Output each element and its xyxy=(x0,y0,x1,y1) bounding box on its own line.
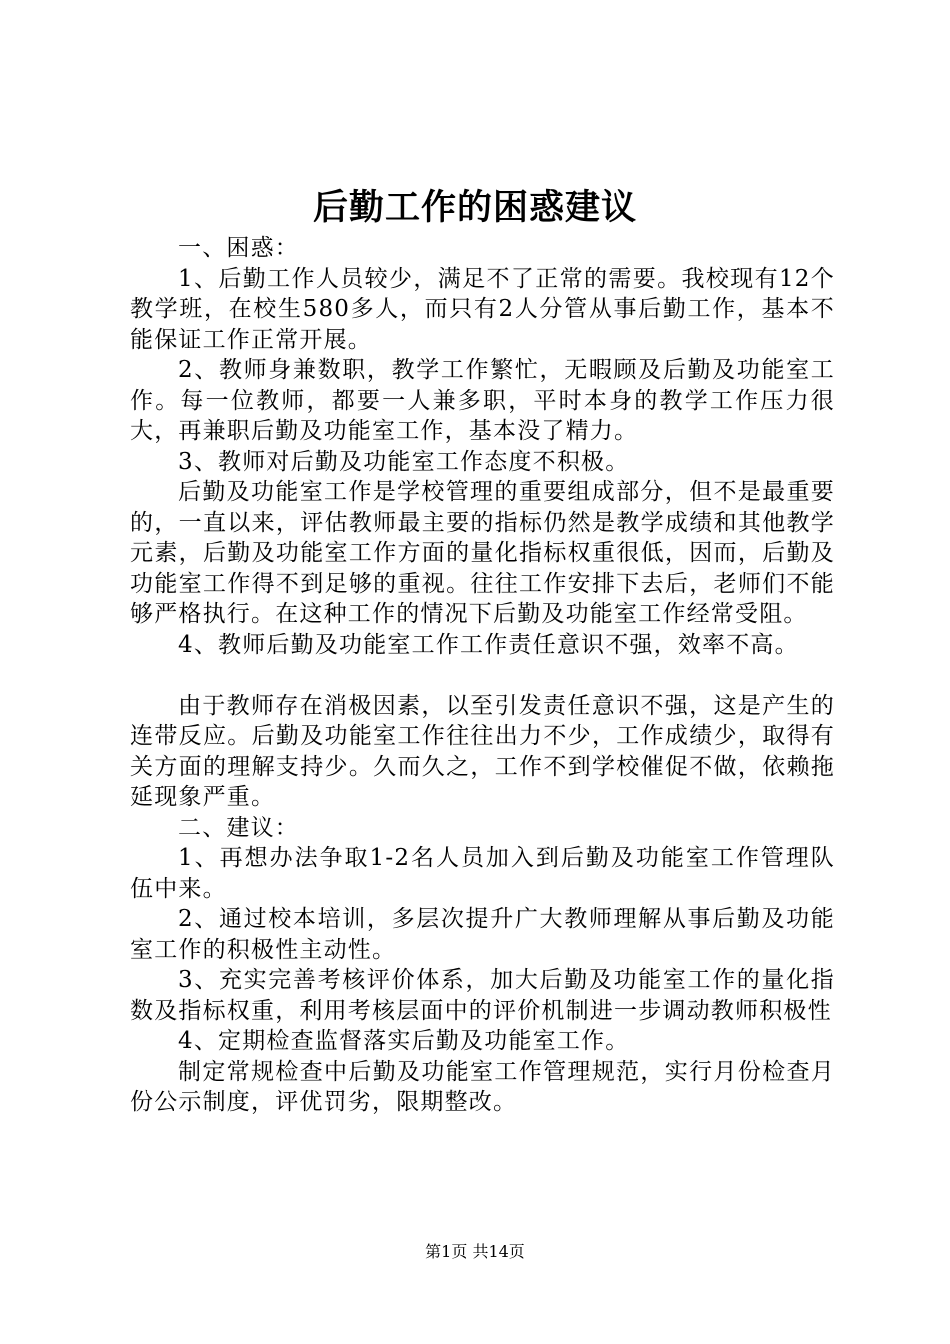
paragraph-suggestion-2: 2、通过校本培训，多层次提升广大教师理解从事后勤及功能室工作的积极性主动性。 xyxy=(130,906,835,963)
document-body xyxy=(130,233,835,1118)
paragraph-confusion-1: 1、后勤工作人员较少，满足不了正常的需要。我校现有12个教学班，在校生580多人，而只有2人分管从事后勤工作，基本不能保证工作正常开展。 xyxy=(130,265,835,353)
paragraph-suggestion-4: 4、定期检查监督落实后勤及功能室工作。 xyxy=(178,1028,630,1054)
paragraph-confusion-3: 3、教师对后勤及功能室工作态度不积极。 xyxy=(178,448,630,475)
paragraph-suggestion-4-detail: 制定常规检查中后勤及功能室工作管理规范，实行月份检查月份公示制度，评优罚劣，限期整改。 xyxy=(130,1058,835,1115)
section-heading-suggestions: 二、建议： xyxy=(178,814,299,841)
paragraph-confusion-2: 2、教师身兼数职，教学工作繁忙，无暇顾及后勤及功能室工作。每一位教师，都要一人兼多职，平时本身的教学工作压力很大，再兼职后勤及功能室工作，基本没了精力。 xyxy=(130,357,835,444)
page-footer: 第1页 共14页 xyxy=(425,1242,525,1261)
blank-line xyxy=(130,660,835,691)
paragraph-confusion-4-detail: 由于教师存在消极因素，以至引发责任意识不强，这是产生的连带反应。后勤及功能室工作往往出力不少，工作成绩少，取得有关方面的理解支持少。久而久之，工作不到学校催促不做，依赖拖延现象严重。 xyxy=(130,692,835,810)
document-title: 后勤工作的困惑建议 xyxy=(312,187,637,228)
paragraph-suggestion-3: 3、充实完善考核评价体系，加大后勤及功能室工作的量化指数及指标权重，利用考核层面中的评价机制进一步调动教师积极性 xyxy=(130,967,835,1024)
paragraph-confusion-4: 4、教师后勤及功能室工作工作责任意识不强，效率不高。 xyxy=(178,631,799,658)
paragraph-confusion-3-detail: 后勤及功能室工作是学校管理的重要组成部分，但不是最重要的，一直以来，评估教师最主要的指标仍然是教学成绩和其他教学元素，后勤及功能室工作方面的量化指标权重很低，因而，后勤及功能室工作得不到足够的重视。往往工作安排下去后，老师们不能够严格执行。在这种工作的情况下后勤及功能室工作经常受阻。 xyxy=(130,479,835,627)
paragraph-suggestion-1: 1、再想办法争取1-2名人员加入到后勤及功能室工作管理队伍中来。 xyxy=(130,845,835,902)
section-heading-confusion: 一、困惑： xyxy=(178,235,299,261)
